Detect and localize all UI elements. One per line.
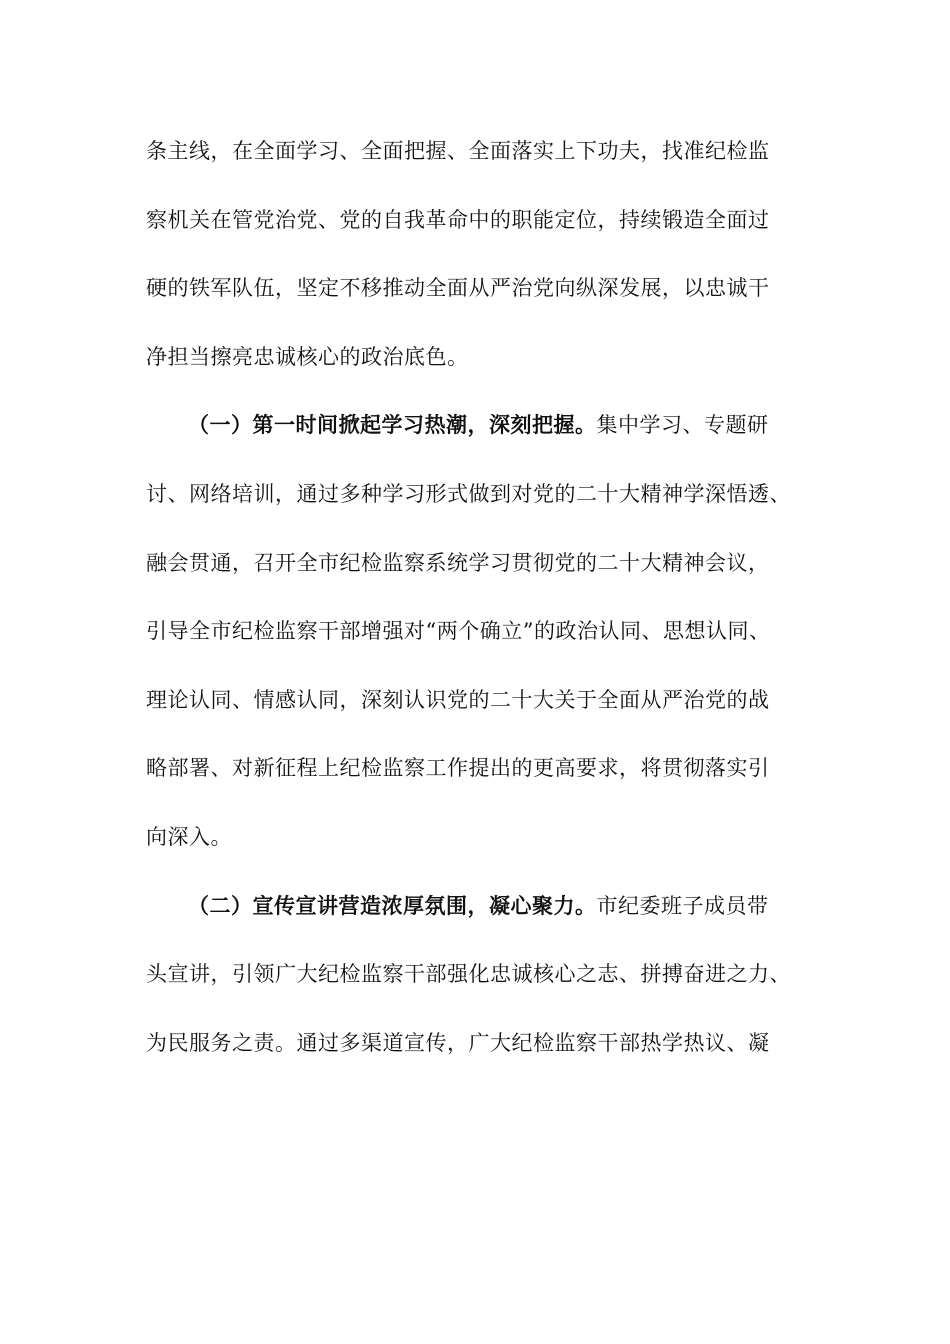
paragraph-line: 条主线，在全面学习、全面把握、全面落实上下功夫，找准纪检监 bbox=[146, 139, 770, 163]
paragraph-text: 集中学习、专题研 bbox=[596, 413, 769, 438]
section-heading: （二）宣传宣讲营造浓厚氛围，凝心聚力。 bbox=[188, 892, 597, 918]
paragraph-line: 理论认同、情感认同，深刻认识党的二十大关于全面从严治党的战 bbox=[146, 687, 770, 712]
paragraph-line: 硬的铁军队伍，坚定不移推动全面从严治党向纵深发展，以忠诚干 bbox=[146, 276, 770, 301]
paragraph-line: 引导全市纪检监察干部增强对“两个确立”的政治认同、思想认同、 bbox=[146, 619, 771, 644]
section-heading-line bbox=[146, 402, 826, 471]
paragraph-line: 察机关在管党治党、党的自我革命中的职能定位，持续锻造全面过 bbox=[146, 207, 770, 232]
paragraph-text: 市纪委班子成员带 bbox=[596, 893, 769, 918]
paragraph-line: 略部署、对新征程上纪检监察工作提出的更高要求，将贯彻落实引 bbox=[146, 756, 770, 781]
paragraph-line: 融会贯通，召开全市纪检监察系统学习贯彻党的二十大精神会议， bbox=[146, 550, 770, 575]
section-heading-line bbox=[146, 883, 826, 952]
paragraph-line: 讨、网络培训，通过多种学习形式做到对党的二十大精神学深悟透、 bbox=[146, 481, 791, 506]
document-body bbox=[146, 128, 826, 1088]
paragraph-line: 为民服务之责。通过多渠道宣传，广大纪检监察干部热学热议、凝 bbox=[146, 1030, 770, 1055]
paragraph-line: 头宣讲，引领广大纪检监察干部强化忠诚核心之志、拼搏奋进之力、 bbox=[146, 962, 791, 987]
section-heading: （一）第一时间掀起学习热潮，深刻把握。 bbox=[188, 412, 597, 438]
paragraph-line: 净担当擦亮忠诚核心的政治底色。 bbox=[146, 344, 469, 369]
paragraph-line: 向深入。 bbox=[146, 824, 232, 849]
